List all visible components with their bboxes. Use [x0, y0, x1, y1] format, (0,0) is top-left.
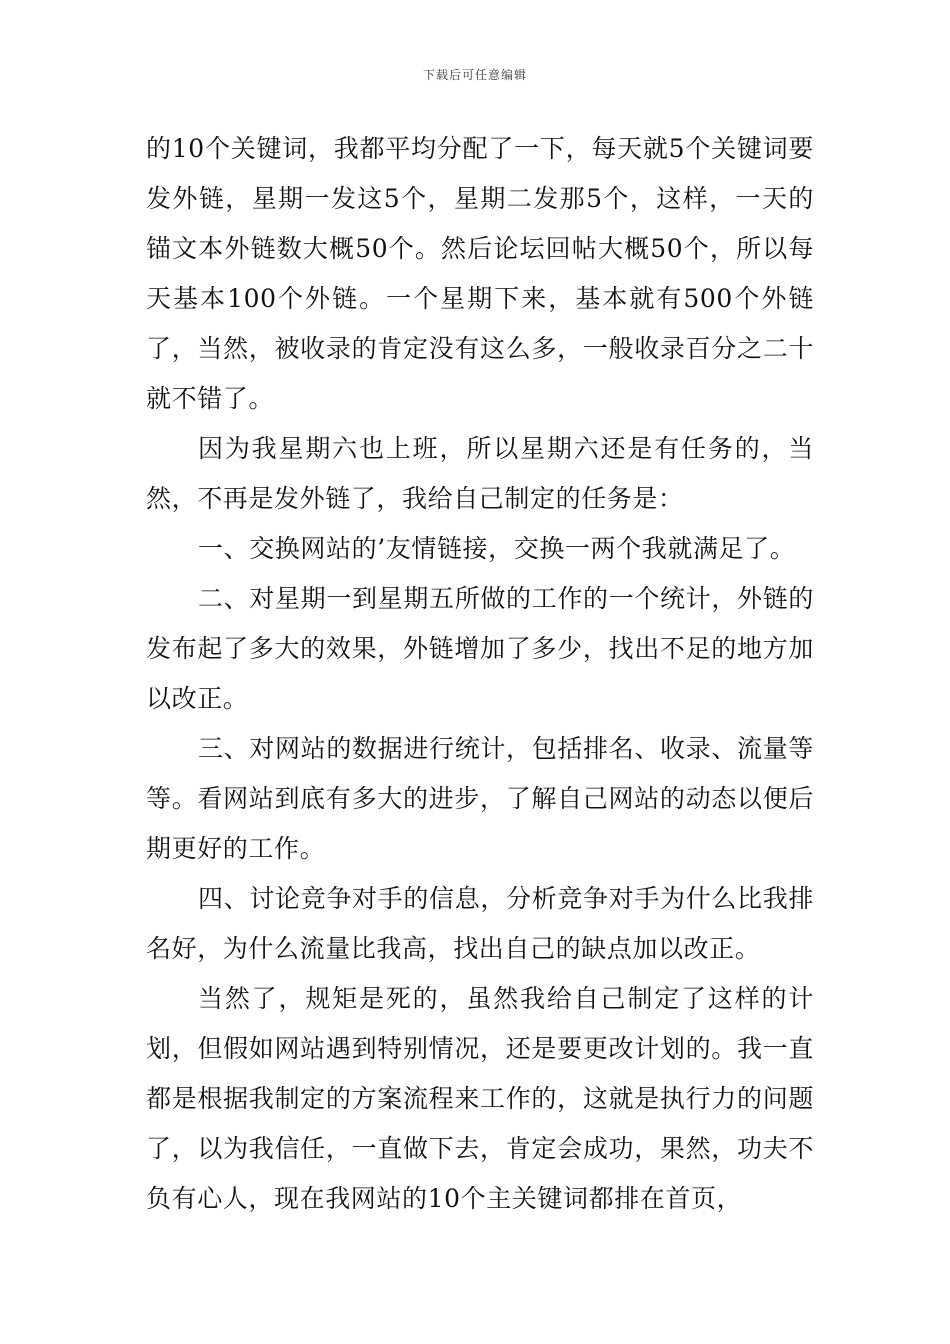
paragraph-task-1: 一、交换网站的’友情链接，交换一两个我就满足了。: [198, 534, 796, 563]
paragraph-task-3: 三、对网站的数据进行统计，包括排名、收录、流量等等。看网站到底有多大的进步，了解自己网站的动态以便后期更好的工作。: [146, 734, 814, 863]
document-body: [146, 124, 814, 1224]
paragraph-continuation: 的10个关键词，我都平均分配了一下，每天就5个关键词要发外链，星期一发这5个，星期二发那5个，这样，一天的锚文本外链数大概50个。然后论坛回帖大概50个，所以每天基本100个外链。一个星期下来，基本就有500个外链了，当然，被收录的肯定没有这么多，一般收录百分之二十就不错了。: [146, 134, 814, 413]
paragraph-task-4: 四、讨论竞争对手的信息，分析竞争对手为什么比我排名好，为什么流量比我高，找出自己的缺点加以改正。: [146, 884, 814, 963]
paragraph-conclusion: 当然了，规矩是死的，虽然我给自己制定了这样的计划，但假如网站遇到特别情况，还是要更改计划的。我一直都是根据我制定的方案流程来工作的，这就是执行力的问题了，以为我信任，一直做下去，肯定会成功，果然，功夫不负有心人，现在我网站的10个主关键词都排在首页，: [146, 984, 814, 1213]
paragraph-saturday-intro: 因为我星期六也上班，所以星期六还是有任务的，当然，不再是发外链了，我给自己制定的任务是：: [146, 434, 814, 513]
page-header-note: 下载后可任意编辑: [422, 68, 527, 82]
paragraph-task-2: 二、对星期一到星期五所做的工作的一个统计，外链的发布起了多大的效果，外链增加了多少，找出不足的地方加以改正。: [146, 584, 814, 713]
